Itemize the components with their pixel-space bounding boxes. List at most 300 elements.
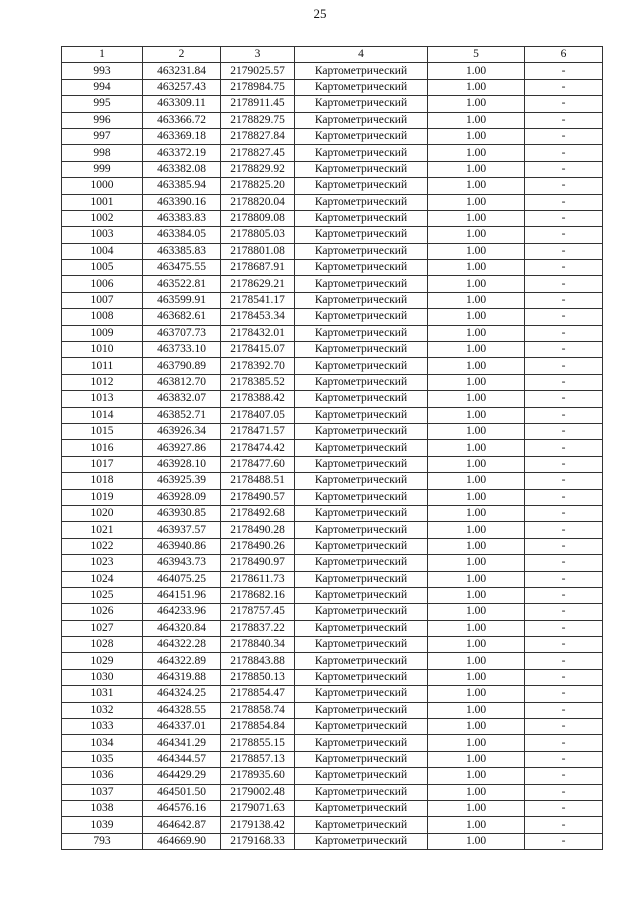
point-number-cell: 996	[62, 112, 143, 128]
method-cell: Картометрический	[295, 243, 428, 259]
column-header-2: 2	[143, 47, 221, 63]
point-number-cell: 1024	[62, 571, 143, 587]
x-coordinate-cell: 463384.05	[143, 227, 221, 243]
method-cell: Картометрический	[295, 391, 428, 407]
x-coordinate-cell: 464576.16	[143, 800, 221, 816]
accuracy-cell: 1.00	[428, 833, 525, 849]
point-number-cell: 1018	[62, 473, 143, 489]
column-header-6: 6	[525, 47, 603, 63]
note-cell: -	[525, 358, 603, 374]
method-cell: Картометрический	[295, 702, 428, 718]
method-cell: Картометрический	[295, 751, 428, 767]
point-number-cell: 1016	[62, 440, 143, 456]
table-row	[62, 96, 603, 112]
x-coordinate-cell: 463927.86	[143, 440, 221, 456]
table-row	[62, 620, 603, 636]
y-coordinate-cell: 2178490.97	[221, 555, 295, 571]
column-header-5: 5	[428, 47, 525, 63]
table-row	[62, 309, 603, 325]
y-coordinate-cell: 2178388.42	[221, 391, 295, 407]
y-coordinate-cell: 2178825.20	[221, 178, 295, 194]
note-cell: -	[525, 161, 603, 177]
accuracy-cell: 1.00	[428, 423, 525, 439]
table-row	[62, 522, 603, 538]
table-row	[62, 194, 603, 210]
x-coordinate-cell: 463937.57	[143, 522, 221, 538]
x-coordinate-cell: 463832.07	[143, 391, 221, 407]
point-number-cell: 1006	[62, 276, 143, 292]
x-coordinate-cell: 463928.10	[143, 456, 221, 472]
accuracy-cell: 1.00	[428, 751, 525, 767]
note-cell: -	[525, 555, 603, 571]
table-row	[62, 669, 603, 685]
accuracy-cell: 1.00	[428, 292, 525, 308]
table-row	[62, 571, 603, 587]
note-cell: -	[525, 702, 603, 718]
point-number-cell: 998	[62, 145, 143, 161]
y-coordinate-cell: 2178453.34	[221, 309, 295, 325]
y-coordinate-cell: 2178488.51	[221, 473, 295, 489]
x-coordinate-cell: 463943.73	[143, 555, 221, 571]
point-number-cell: 1010	[62, 342, 143, 358]
x-coordinate-cell: 464669.90	[143, 833, 221, 849]
method-cell: Картометрический	[295, 587, 428, 603]
accuracy-cell: 1.00	[428, 276, 525, 292]
table-header-row	[62, 47, 603, 63]
accuracy-cell: 1.00	[428, 260, 525, 276]
point-number-cell: 1012	[62, 374, 143, 390]
accuracy-cell: 1.00	[428, 587, 525, 603]
x-coordinate-cell: 464344.57	[143, 751, 221, 767]
method-cell: Картометрический	[295, 653, 428, 669]
note-cell: -	[525, 260, 603, 276]
table-row	[62, 325, 603, 341]
y-coordinate-cell: 2178407.05	[221, 407, 295, 423]
table-row	[62, 473, 603, 489]
method-cell: Картометрический	[295, 374, 428, 390]
accuracy-cell: 1.00	[428, 456, 525, 472]
x-coordinate-cell: 464501.50	[143, 784, 221, 800]
accuracy-cell: 1.00	[428, 145, 525, 161]
table-row	[62, 817, 603, 833]
x-coordinate-cell: 463682.61	[143, 309, 221, 325]
x-coordinate-cell: 463926.34	[143, 423, 221, 439]
y-coordinate-cell: 2178629.21	[221, 276, 295, 292]
accuracy-cell: 1.00	[428, 112, 525, 128]
x-coordinate-cell: 463385.83	[143, 243, 221, 259]
method-cell: Картометрический	[295, 292, 428, 308]
x-coordinate-cell: 463812.70	[143, 374, 221, 390]
point-number-cell: 994	[62, 79, 143, 95]
point-number-cell: 993	[62, 63, 143, 79]
note-cell: -	[525, 210, 603, 226]
table-row	[62, 63, 603, 79]
y-coordinate-cell: 2178492.68	[221, 505, 295, 521]
table-row	[62, 79, 603, 95]
accuracy-cell: 1.00	[428, 538, 525, 554]
accuracy-cell: 1.00	[428, 768, 525, 784]
method-cell: Картометрический	[295, 604, 428, 620]
point-number-cell: 1017	[62, 456, 143, 472]
point-number-cell: 1031	[62, 686, 143, 702]
note-cell: -	[525, 128, 603, 144]
y-coordinate-cell: 2178805.03	[221, 227, 295, 243]
y-coordinate-cell: 2178490.28	[221, 522, 295, 538]
method-cell: Картометрический	[295, 342, 428, 358]
point-number-cell: 1000	[62, 178, 143, 194]
table-row	[62, 358, 603, 374]
note-cell: -	[525, 538, 603, 554]
note-cell: -	[525, 784, 603, 800]
y-coordinate-cell: 2178682.16	[221, 587, 295, 603]
table-row	[62, 112, 603, 128]
x-coordinate-cell: 463599.91	[143, 292, 221, 308]
point-number-cell: 1015	[62, 423, 143, 439]
table-row	[62, 456, 603, 472]
x-coordinate-cell: 464233.96	[143, 604, 221, 620]
method-cell: Картометрический	[295, 112, 428, 128]
point-number-cell: 1030	[62, 669, 143, 685]
note-cell: -	[525, 637, 603, 653]
note-cell: -	[525, 276, 603, 292]
y-coordinate-cell: 2178490.26	[221, 538, 295, 554]
point-number-cell: 1032	[62, 702, 143, 718]
point-number-cell: 1005	[62, 260, 143, 276]
accuracy-cell: 1.00	[428, 358, 525, 374]
method-cell: Картометрический	[295, 538, 428, 554]
table-body	[62, 63, 603, 850]
x-coordinate-cell: 464320.84	[143, 620, 221, 636]
y-coordinate-cell: 2178757.45	[221, 604, 295, 620]
x-coordinate-cell: 463707.73	[143, 325, 221, 341]
note-cell: -	[525, 227, 603, 243]
point-number-cell: 1021	[62, 522, 143, 538]
x-coordinate-cell: 464322.89	[143, 653, 221, 669]
accuracy-cell: 1.00	[428, 210, 525, 226]
table-row	[62, 800, 603, 816]
note-cell: -	[525, 751, 603, 767]
note-cell: -	[525, 79, 603, 95]
accuracy-cell: 1.00	[428, 735, 525, 751]
y-coordinate-cell: 2178801.08	[221, 243, 295, 259]
method-cell: Картометрический	[295, 96, 428, 112]
note-cell: -	[525, 800, 603, 816]
note-cell: -	[525, 620, 603, 636]
y-coordinate-cell: 2178843.88	[221, 653, 295, 669]
point-number-cell: 1019	[62, 489, 143, 505]
method-cell: Картометрический	[295, 669, 428, 685]
y-coordinate-cell: 2178837.22	[221, 620, 295, 636]
x-coordinate-cell: 464322.28	[143, 637, 221, 653]
accuracy-cell: 1.00	[428, 784, 525, 800]
y-coordinate-cell: 2179002.48	[221, 784, 295, 800]
method-cell: Картометрический	[295, 210, 428, 226]
x-coordinate-cell: 464319.88	[143, 669, 221, 685]
y-coordinate-cell: 2178829.75	[221, 112, 295, 128]
accuracy-cell: 1.00	[428, 719, 525, 735]
table-row	[62, 735, 603, 751]
accuracy-cell: 1.00	[428, 96, 525, 112]
y-coordinate-cell: 2178858.74	[221, 702, 295, 718]
table-row	[62, 768, 603, 784]
note-cell: -	[525, 456, 603, 472]
method-cell: Картометрический	[295, 358, 428, 374]
accuracy-cell: 1.00	[428, 653, 525, 669]
note-cell: -	[525, 653, 603, 669]
x-coordinate-cell: 464324.25	[143, 686, 221, 702]
coordinates-table	[61, 46, 603, 850]
note-cell: -	[525, 604, 603, 620]
x-coordinate-cell: 463733.10	[143, 342, 221, 358]
y-coordinate-cell: 2178911.45	[221, 96, 295, 112]
accuracy-cell: 1.00	[428, 505, 525, 521]
table-row	[62, 538, 603, 554]
x-coordinate-cell: 463309.11	[143, 96, 221, 112]
point-number-cell: 1027	[62, 620, 143, 636]
x-coordinate-cell: 463475.55	[143, 260, 221, 276]
method-cell: Картометрический	[295, 63, 428, 79]
method-cell: Картометрический	[295, 161, 428, 177]
y-coordinate-cell: 2178827.45	[221, 145, 295, 161]
table-row	[62, 391, 603, 407]
table-row	[62, 653, 603, 669]
method-cell: Картометрический	[295, 489, 428, 505]
y-coordinate-cell: 2178850.13	[221, 669, 295, 685]
x-coordinate-cell: 463522.81	[143, 276, 221, 292]
point-number-cell: 1014	[62, 407, 143, 423]
y-coordinate-cell: 2178854.47	[221, 686, 295, 702]
table-row	[62, 604, 603, 620]
note-cell: -	[525, 489, 603, 505]
point-number-cell: 1013	[62, 391, 143, 407]
method-cell: Картометрический	[295, 407, 428, 423]
point-number-cell: 1009	[62, 325, 143, 341]
point-number-cell: 1011	[62, 358, 143, 374]
method-cell: Картометрический	[295, 309, 428, 325]
accuracy-cell: 1.00	[428, 686, 525, 702]
point-number-cell: 999	[62, 161, 143, 177]
method-cell: Картометрический	[295, 473, 428, 489]
point-number-cell: 1029	[62, 653, 143, 669]
y-coordinate-cell: 2178432.01	[221, 325, 295, 341]
table-row	[62, 210, 603, 226]
point-number-cell: 1034	[62, 735, 143, 751]
method-cell: Картометрический	[295, 522, 428, 538]
y-coordinate-cell: 2178820.04	[221, 194, 295, 210]
table-row	[62, 587, 603, 603]
accuracy-cell: 1.00	[428, 128, 525, 144]
accuracy-cell: 1.00	[428, 555, 525, 571]
note-cell: -	[525, 292, 603, 308]
x-coordinate-cell: 464429.29	[143, 768, 221, 784]
x-coordinate-cell: 464151.96	[143, 587, 221, 603]
y-coordinate-cell: 2178392.70	[221, 358, 295, 374]
y-coordinate-cell: 2179025.57	[221, 63, 295, 79]
method-cell: Картометрический	[295, 325, 428, 341]
x-coordinate-cell: 463231.84	[143, 63, 221, 79]
y-coordinate-cell: 2178809.08	[221, 210, 295, 226]
table-row	[62, 686, 603, 702]
note-cell: -	[525, 96, 603, 112]
note-cell: -	[525, 735, 603, 751]
point-number-cell: 1020	[62, 505, 143, 521]
x-coordinate-cell: 463925.39	[143, 473, 221, 489]
method-cell: Картометрический	[295, 178, 428, 194]
column-header-1: 1	[62, 47, 143, 63]
table-row	[62, 260, 603, 276]
note-cell: -	[525, 63, 603, 79]
accuracy-cell: 1.00	[428, 817, 525, 833]
accuracy-cell: 1.00	[428, 391, 525, 407]
accuracy-cell: 1.00	[428, 637, 525, 653]
accuracy-cell: 1.00	[428, 571, 525, 587]
accuracy-cell: 1.00	[428, 227, 525, 243]
point-number-cell: 1036	[62, 768, 143, 784]
method-cell: Картометрический	[295, 145, 428, 161]
method-cell: Картометрический	[295, 817, 428, 833]
point-number-cell: 1002	[62, 210, 143, 226]
x-coordinate-cell: 463385.94	[143, 178, 221, 194]
note-cell: -	[525, 817, 603, 833]
accuracy-cell: 1.00	[428, 800, 525, 816]
point-number-cell: 1035	[62, 751, 143, 767]
table-row	[62, 637, 603, 653]
column-header-3: 3	[221, 47, 295, 63]
x-coordinate-cell: 464642.87	[143, 817, 221, 833]
point-number-cell: 1003	[62, 227, 143, 243]
point-number-cell: 1022	[62, 538, 143, 554]
note-cell: -	[525, 243, 603, 259]
note-cell: -	[525, 407, 603, 423]
method-cell: Картометрический	[295, 833, 428, 849]
column-header-4: 4	[295, 47, 428, 63]
y-coordinate-cell: 2178471.57	[221, 423, 295, 439]
page-number: 25	[313, 6, 327, 21]
method-cell: Картометрический	[295, 194, 428, 210]
note-cell: -	[525, 686, 603, 702]
method-cell: Картометрический	[295, 276, 428, 292]
note-cell: -	[525, 342, 603, 358]
table-row	[62, 440, 603, 456]
method-cell: Картометрический	[295, 440, 428, 456]
table-row	[62, 128, 603, 144]
accuracy-cell: 1.00	[428, 489, 525, 505]
table-row	[62, 784, 603, 800]
x-coordinate-cell: 464341.29	[143, 735, 221, 751]
method-cell: Картометрический	[295, 800, 428, 816]
y-coordinate-cell: 2178855.15	[221, 735, 295, 751]
table-row	[62, 227, 603, 243]
point-number-cell: 1007	[62, 292, 143, 308]
table-row	[62, 292, 603, 308]
table-row	[62, 751, 603, 767]
method-cell: Картометрический	[295, 620, 428, 636]
method-cell: Картометрический	[295, 128, 428, 144]
y-coordinate-cell: 2179168.33	[221, 833, 295, 849]
note-cell: -	[525, 325, 603, 341]
note-cell: -	[525, 112, 603, 128]
note-cell: -	[525, 669, 603, 685]
point-number-cell: 1025	[62, 587, 143, 603]
table-row	[62, 243, 603, 259]
y-coordinate-cell: 2178687.91	[221, 260, 295, 276]
method-cell: Картометрический	[295, 505, 428, 521]
accuracy-cell: 1.00	[428, 79, 525, 95]
accuracy-cell: 1.00	[428, 325, 525, 341]
note-cell: -	[525, 768, 603, 784]
accuracy-cell: 1.00	[428, 620, 525, 636]
point-number-cell: 1033	[62, 719, 143, 735]
accuracy-cell: 1.00	[428, 309, 525, 325]
method-cell: Картометрический	[295, 686, 428, 702]
method-cell: Картометрический	[295, 260, 428, 276]
point-number-cell: 1008	[62, 309, 143, 325]
point-number-cell: 1004	[62, 243, 143, 259]
table-row	[62, 702, 603, 718]
note-cell: -	[525, 473, 603, 489]
accuracy-cell: 1.00	[428, 407, 525, 423]
note-cell: -	[525, 522, 603, 538]
note-cell: -	[525, 833, 603, 849]
method-cell: Картометрический	[295, 227, 428, 243]
method-cell: Картометрический	[295, 735, 428, 751]
y-coordinate-cell: 2178477.60	[221, 456, 295, 472]
method-cell: Картометрический	[295, 423, 428, 439]
accuracy-cell: 1.00	[428, 604, 525, 620]
x-coordinate-cell: 463940.86	[143, 538, 221, 554]
note-cell: -	[525, 391, 603, 407]
note-cell: -	[525, 309, 603, 325]
method-cell: Картометрический	[295, 637, 428, 653]
accuracy-cell: 1.00	[428, 669, 525, 685]
table-row	[62, 505, 603, 521]
x-coordinate-cell: 464328.55	[143, 702, 221, 718]
accuracy-cell: 1.00	[428, 374, 525, 390]
note-cell: -	[525, 571, 603, 587]
y-coordinate-cell: 2178490.57	[221, 489, 295, 505]
note-cell: -	[525, 440, 603, 456]
point-number-cell: 793	[62, 833, 143, 849]
x-coordinate-cell: 464075.25	[143, 571, 221, 587]
method-cell: Картометрический	[295, 719, 428, 735]
accuracy-cell: 1.00	[428, 161, 525, 177]
accuracy-cell: 1.00	[428, 473, 525, 489]
y-coordinate-cell: 2178541.17	[221, 292, 295, 308]
point-number-cell: 1023	[62, 555, 143, 571]
x-coordinate-cell: 463257.43	[143, 79, 221, 95]
point-number-cell: 1037	[62, 784, 143, 800]
y-coordinate-cell: 2178935.60	[221, 768, 295, 784]
table-row	[62, 145, 603, 161]
y-coordinate-cell: 2178827.84	[221, 128, 295, 144]
x-coordinate-cell: 463930.85	[143, 505, 221, 521]
accuracy-cell: 1.00	[428, 702, 525, 718]
table-row	[62, 161, 603, 177]
table-row	[62, 489, 603, 505]
note-cell: -	[525, 194, 603, 210]
y-coordinate-cell: 2179138.42	[221, 817, 295, 833]
x-coordinate-cell: 463382.08	[143, 161, 221, 177]
point-number-cell: 997	[62, 128, 143, 144]
x-coordinate-cell: 463383.83	[143, 210, 221, 226]
table-row	[62, 407, 603, 423]
point-number-cell: 1001	[62, 194, 143, 210]
note-cell: -	[525, 178, 603, 194]
point-number-cell: 995	[62, 96, 143, 112]
note-cell: -	[525, 505, 603, 521]
y-coordinate-cell: 2179071.63	[221, 800, 295, 816]
y-coordinate-cell: 2178474.42	[221, 440, 295, 456]
